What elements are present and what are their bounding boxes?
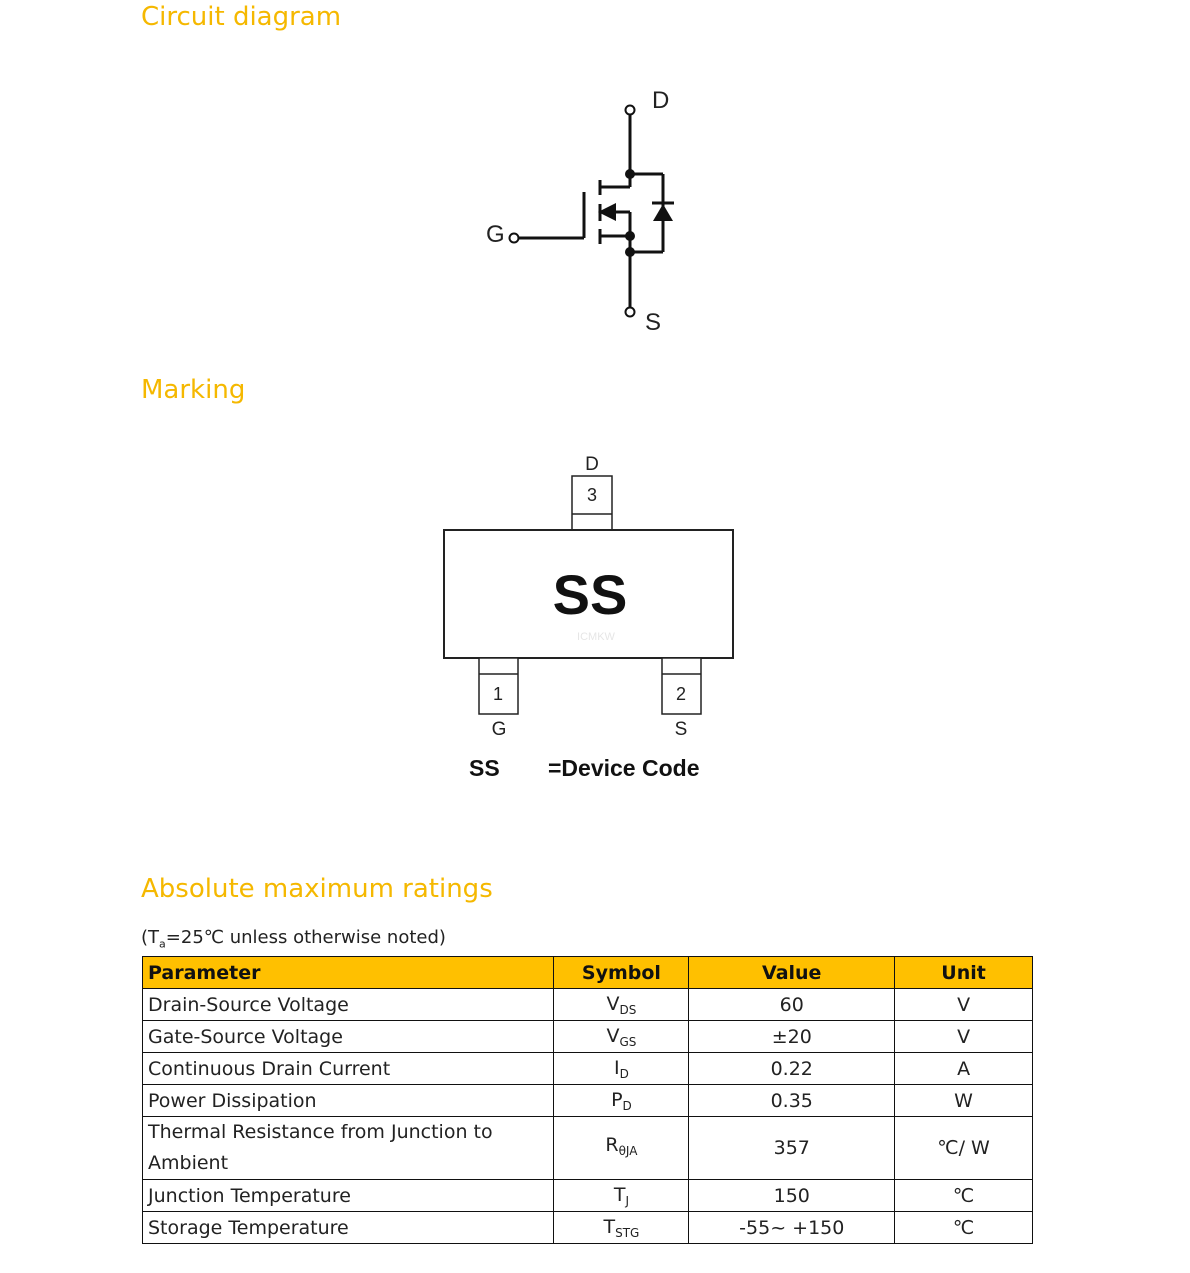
cell-symbol: [554, 1021, 689, 1053]
cell-symbol: [554, 1085, 689, 1117]
conditions-note: [141, 927, 446, 951]
symbol-subscript: DS: [619, 1002, 637, 1017]
symbol-subscript: GS: [619, 1034, 637, 1049]
cell-unit: V: [895, 1021, 1033, 1053]
cell-parameter: Gate-Source Voltage: [143, 1021, 554, 1053]
header-parameter: Parameter: [143, 957, 554, 989]
ratings-heading: Absolute maximum ratings: [141, 874, 493, 904]
mosfet-circuit-diagram: [470, 80, 700, 340]
symbol-main: T: [613, 1183, 626, 1206]
header-unit: Unit: [895, 957, 1033, 989]
cell-symbol: [554, 1180, 689, 1212]
cell-parameter: Junction Temperature: [143, 1180, 554, 1212]
watermark: ICMKW: [577, 631, 615, 643]
cell-value: 0.35: [689, 1085, 895, 1117]
cell-unit: ℃: [895, 1180, 1033, 1212]
cell-parameter: Drain-Source Voltage: [143, 989, 554, 1021]
cell-symbol: [554, 989, 689, 1021]
cell-unit: V: [895, 989, 1033, 1021]
ratings-table: [142, 956, 1033, 1244]
symbol-subscript: D: [622, 1098, 632, 1113]
pin2-number: 2: [675, 684, 687, 704]
table-row: [143, 1117, 1033, 1180]
cell-unit: W: [895, 1085, 1033, 1117]
legend-text: =Device Code: [548, 755, 700, 781]
gate-label: G: [486, 221, 505, 248]
sot23-marking-diagram: [430, 445, 740, 790]
table-row: [143, 989, 1033, 1021]
cell-value: 60: [689, 989, 895, 1021]
pin1-label: G: [491, 719, 507, 740]
source-label: S: [645, 309, 662, 336]
symbol-main: T: [603, 1215, 616, 1238]
symbol-subscript: J: [625, 1193, 629, 1208]
table-row: [143, 1085, 1033, 1117]
header-value: Value: [689, 957, 895, 989]
symbol-main: P: [611, 1088, 623, 1111]
symbol-main: R: [605, 1133, 619, 1156]
cell-unit: A: [895, 1053, 1033, 1085]
cell-symbol: [554, 1117, 689, 1180]
cell-value: ±20: [689, 1021, 895, 1053]
cell-unit: ℃/ W: [895, 1117, 1033, 1180]
symbol-main: V: [606, 992, 620, 1015]
cell-value: -55~ +150: [689, 1212, 895, 1244]
header-symbol: Symbol: [554, 957, 689, 989]
note-prefix: (T: [141, 927, 160, 948]
cell-value: 357: [689, 1117, 895, 1180]
cell-parameter: Thermal Resistance from Junction to Ambient: [143, 1117, 554, 1180]
cell-value: 0.22: [689, 1053, 895, 1085]
symbol-main: I: [613, 1056, 620, 1079]
note-subscript: a: [159, 937, 166, 951]
drain-label: D: [652, 87, 670, 114]
symbol-subscript: θJA: [618, 1143, 638, 1158]
cell-symbol: [554, 1212, 689, 1244]
symbol-subscript: D: [619, 1066, 629, 1081]
pin3-label: D: [585, 454, 599, 475]
cell-parameter: Continuous Drain Current: [143, 1053, 554, 1085]
note-suffix: =25℃ unless otherwise noted): [165, 927, 446, 948]
pin3-number: 3: [586, 485, 598, 505]
cell-unit: ℃: [895, 1212, 1033, 1244]
cell-parameter: Storage Temperature: [143, 1212, 554, 1244]
marking-heading: Marking: [141, 375, 246, 405]
table-row: [143, 1180, 1033, 1212]
table-header-row: [143, 957, 1033, 989]
device-code-marking: SS: [552, 563, 628, 626]
pin2-label: S: [674, 719, 688, 740]
legend-code: SS: [469, 755, 500, 781]
cell-parameter: Power Dissipation: [143, 1085, 554, 1117]
table-row: [143, 1021, 1033, 1053]
cell-value: 150: [689, 1180, 895, 1212]
cell-symbol: [554, 1053, 689, 1085]
table-row: [143, 1053, 1033, 1085]
symbol-main: V: [606, 1024, 620, 1047]
circuit-diagram-heading: Circuit diagram: [141, 2, 342, 32]
symbol-subscript: STG: [615, 1225, 640, 1240]
table-row: [143, 1212, 1033, 1244]
pin1-number: 1: [492, 684, 504, 704]
